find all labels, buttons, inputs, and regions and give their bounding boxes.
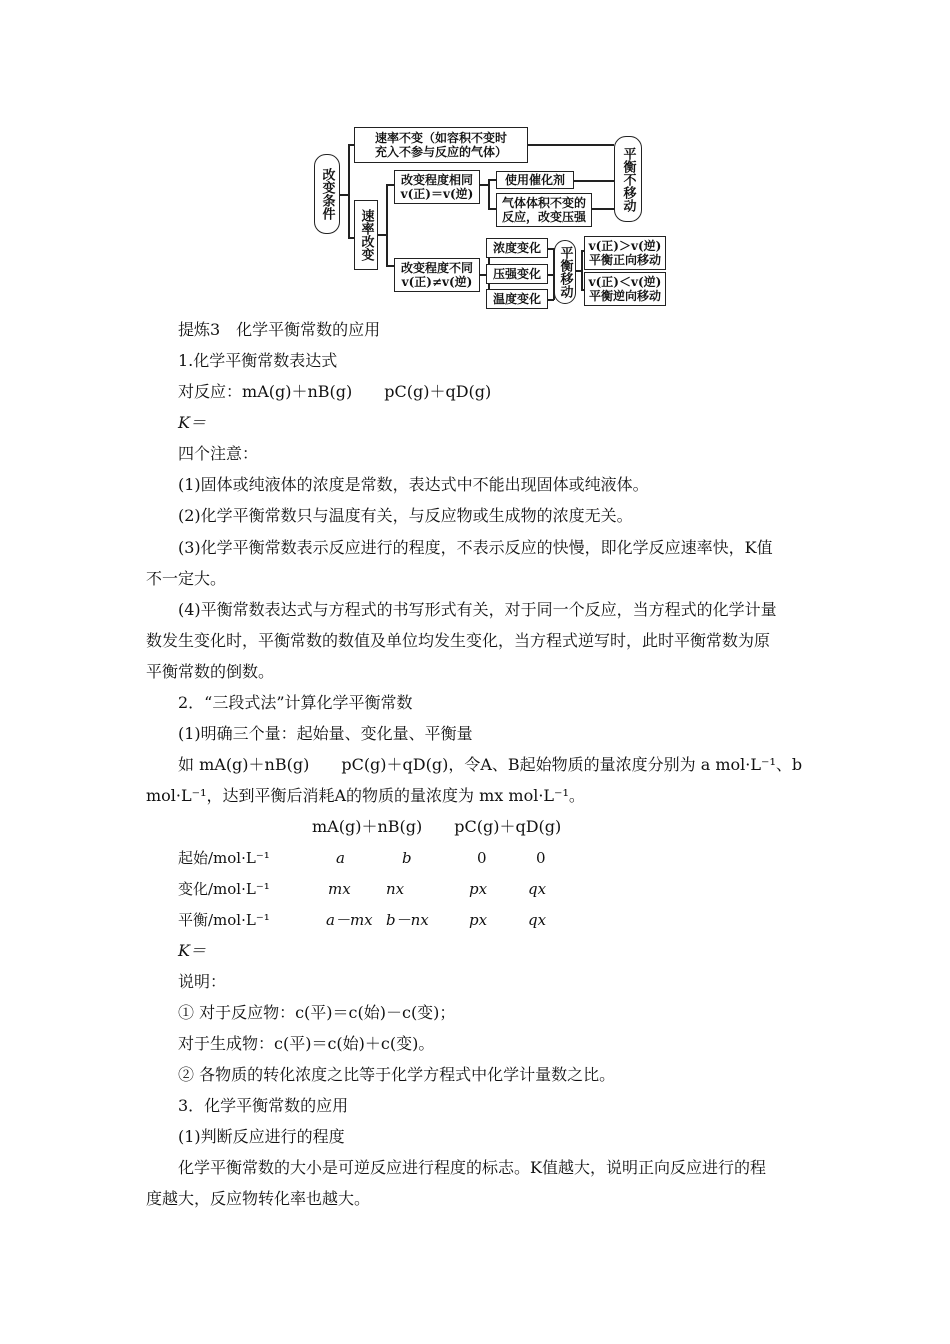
paragraph: (3)化学平衡常数表示反应进行的程度，不表示反应的快慢，即化学反应速率快，K值	[178, 538, 773, 557]
rate-unchanged-box	[354, 127, 528, 163]
paragraph: 数发生变化时，平衡常数的数值及单位均发生变化，当方程式逆写时，此时平衡常数为原	[146, 631, 771, 650]
connector	[386, 265, 394, 267]
forward-line2: 平衡正向移动	[588, 253, 661, 267]
temp-change-box	[486, 289, 548, 309]
no-shift-box	[614, 136, 642, 222]
table-cell: px	[469, 880, 488, 898]
reverse-line2: 平衡逆向移动	[588, 289, 661, 303]
catalyst-label: 使用催化剂	[504, 173, 565, 187]
paragraph: (1)明确三个量：起始量、变化量、平衡量	[178, 724, 473, 743]
reaction-prefix: 对反应：	[178, 382, 243, 401]
conc-change-box	[486, 238, 548, 258]
paragraph: 平衡常数的倒数。	[146, 662, 275, 681]
connector	[574, 180, 614, 182]
rate-changed-label: 速率改变	[358, 209, 374, 261]
connector	[581, 250, 583, 290]
subheading: 1.化学平衡常数表达式	[178, 351, 338, 370]
section-heading: 提炼3 化学平衡常数的应用	[178, 320, 381, 339]
shift-label: 平衡移动	[557, 246, 573, 298]
diagram-root-label: 改变条件	[319, 168, 335, 220]
connector	[386, 184, 388, 266]
paragraph: 不一定大。	[146, 569, 227, 588]
row-label: 变化/mol·L⁻¹	[178, 880, 270, 898]
table-cell: a－mx	[326, 911, 373, 929]
rate-changed-box	[354, 200, 378, 270]
connector	[348, 144, 350, 238]
catalyst-box	[496, 171, 574, 189]
paragraph: mol·L⁻¹，达到平衡后消耗A的物质的量浓度为 mx mol·L⁻¹。	[146, 786, 585, 805]
table-cell: b	[402, 849, 412, 867]
conc-change-label: 浓度变化	[492, 241, 541, 255]
equilibrium-shift-diagram	[310, 124, 672, 310]
degree-same-line1: 改变程度相同	[400, 173, 473, 187]
k-expression: K＝	[178, 413, 206, 432]
degree-same-line2: v(正)＝v(逆)	[400, 187, 474, 201]
forward-shift-box	[584, 236, 666, 270]
degree-diff-line2: v(正)≠v(逆)	[401, 275, 473, 289]
gas-volume-line2: 反应，改变压强	[501, 210, 586, 224]
row-label: 平衡/mol·L⁻¹	[178, 911, 270, 929]
gas-volume-line1: 气体体积不变的	[501, 196, 586, 210]
paragraph: 四个注意：	[178, 444, 259, 463]
paragraph: (1)判断反应进行的程度	[178, 1127, 345, 1146]
table-equation: mA(g)＋nB(g) pC(g)＋qD(g)	[312, 817, 562, 836]
paragraph: 说明：	[178, 972, 227, 991]
connector	[480, 184, 488, 186]
table-cell: 0	[536, 849, 546, 867]
table-cell: px	[469, 911, 488, 929]
connector	[528, 144, 614, 146]
connector	[386, 184, 394, 186]
rate-unchanged-line2: 充入不参与反应的气体）	[374, 145, 507, 159]
table-cell: b－nx	[386, 911, 429, 929]
paragraph: 对于生成物：c(平)＝c(始)＋c(变)。	[178, 1034, 435, 1053]
degree-same-box	[394, 170, 480, 204]
pressure-change-box	[486, 264, 548, 284]
k-expression: K＝	[178, 941, 206, 960]
rate-unchanged-line1: 速率不变（如容积不变时	[374, 131, 507, 145]
diagram-root	[314, 154, 340, 234]
table-cell: mx	[328, 880, 351, 898]
row-label: 起始/mol·L⁻¹	[178, 849, 270, 867]
table-row	[178, 879, 270, 899]
paragraph: 如 mA(g)＋nB(g) pC(g)＋qD(g)，令A、B起始物质的量浓度分别为 a mol·L⁻¹、b	[178, 755, 803, 774]
paragraph: ② 各物质的转化浓度之比等于化学方程式中化学计量数之比。	[178, 1065, 616, 1084]
table-row	[178, 910, 270, 930]
degree-diff-line1: 改变程度不同	[400, 261, 473, 275]
reverse-shift-box	[584, 272, 666, 306]
shift-box	[554, 240, 576, 304]
paragraph: ① 对于反应物：c(平)＝c(始)－c(变)；	[178, 1003, 456, 1022]
table-cell: a	[336, 849, 345, 867]
table-cell: qx	[528, 911, 547, 929]
degree-diff-box	[394, 258, 480, 292]
temp-change-label: 温度变化	[492, 292, 541, 306]
subheading: 3．化学平衡常数的应用	[178, 1096, 349, 1115]
table-cell: 0	[477, 849, 487, 867]
connector	[488, 179, 496, 181]
no-shift-label: 平衡不移动	[620, 146, 636, 212]
subheading: 2．“三段式法”计算化学平衡常数	[178, 693, 413, 712]
connector	[340, 194, 348, 196]
table-row	[178, 848, 270, 868]
connector	[488, 208, 496, 210]
reaction-equation: mA(g)＋nB(g) pC(g)＋qD(g)	[242, 382, 492, 401]
reaction-line	[178, 382, 491, 402]
reverse-line1: v(正)＜v(逆)	[588, 275, 662, 289]
table-cell: nx	[386, 880, 405, 898]
paragraph: 度越大，反应物转化率也越大。	[146, 1189, 371, 1208]
pressure-change-label: 压强变化	[492, 267, 541, 281]
connector	[378, 234, 386, 236]
connector	[488, 179, 490, 209]
paragraph: 化学平衡常数的大小是可逆反应进行程度的标志。K值越大，说明正向反应进行的程	[178, 1158, 766, 1177]
paragraph: (2)化学平衡常数只与温度有关，与反应物或生成物的浓度无关。	[178, 506, 633, 525]
forward-line1: v(正)＞v(逆)	[588, 239, 662, 253]
paragraph: (4)平衡常数表达式与方程式的书写形式有关，对于同一个反应，当方程式的化学计量	[178, 600, 777, 619]
paragraph: (1)固体或纯液体的浓度是常数，表达式中不能出现固体或纯液体。	[178, 475, 649, 494]
connector	[592, 208, 614, 210]
gas-volume-box	[496, 193, 592, 227]
table-cell: qx	[528, 880, 547, 898]
